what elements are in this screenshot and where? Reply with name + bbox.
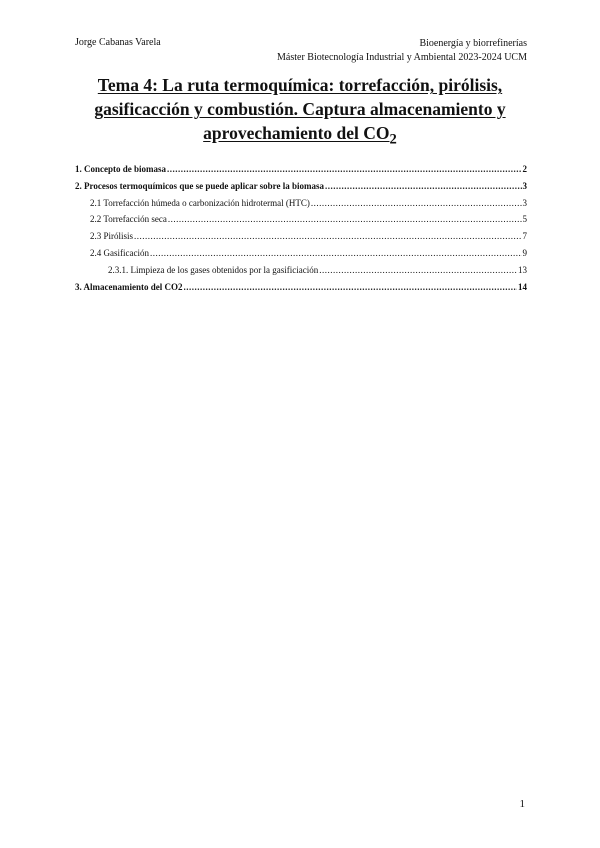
page-number: 1 <box>519 798 525 810</box>
toc-entry[interactable] <box>75 231 527 248</box>
toc-entry[interactable] <box>75 265 527 282</box>
toc-entry[interactable] <box>75 282 527 299</box>
toc-leader <box>168 214 522 224</box>
toc-leader <box>150 248 522 258</box>
toc-entry-text: 3. Almacenamiento del CO2 <box>75 281 183 292</box>
header-right <box>277 37 527 65</box>
toc-entry-page: 3 <box>522 180 527 191</box>
toc-entry-page: 3 <box>522 197 527 208</box>
header-program: Máster Biotecnología Industrial y Ambiental 2023-2024 UCM <box>277 52 527 63</box>
document-title <box>60 73 540 152</box>
toc-entry-page: 2 <box>522 164 527 174</box>
table-of-contents <box>75 164 527 298</box>
toc-leader <box>184 282 518 292</box>
toc-leader <box>325 181 522 191</box>
toc-entry-text: 2. Procesos termoquímicos que se puede aplicar sobre la biomasa <box>75 180 324 191</box>
toc-leader <box>311 198 522 208</box>
toc-entry[interactable] <box>75 214 527 231</box>
toc-entry[interactable] <box>75 164 527 181</box>
toc-entry-text: 2.2 Torrefacción seca <box>90 214 167 225</box>
toc-leader <box>167 164 521 174</box>
toc-leader <box>134 231 521 241</box>
toc-entry-page: 9 <box>522 247 527 258</box>
header-course: Bioenergía y biorrefinerías <box>419 38 527 49</box>
toc-entry-page: 14 <box>518 281 527 292</box>
title-text: Tema 4: La ruta termoquímica: torrefacción, pirólisis, gasificacción y combustión. Captura almacenamiento y aprovechamiento del CO <box>94 75 506 143</box>
toc-entry-text: 2.1 Torrefacción húmeda o carbonización hidrotermal (HTC) <box>90 197 310 208</box>
toc-entry-text: 2.4 Gasificación <box>90 247 149 258</box>
toc-leader <box>319 265 517 275</box>
toc-entry-text: 2.3 Pirólisis <box>90 231 134 242</box>
toc-entry[interactable] <box>75 198 527 215</box>
toc-entry-page: 7 <box>522 231 527 242</box>
toc-entry[interactable] <box>75 181 527 198</box>
toc-entry[interactable] <box>75 248 527 265</box>
toc-entry-page: 13 <box>518 264 527 275</box>
toc-entry-text: 1. Concepto de biomasa <box>75 164 167 174</box>
title-subscript: 2 <box>389 131 397 148</box>
toc-entry-text: 2.3.1. Limpieza de los gases obtenidos por la gasificiación <box>108 264 319 275</box>
header-author: Jorge Cabanas Varela <box>75 37 161 48</box>
toc-entry-page: 5 <box>522 214 527 225</box>
